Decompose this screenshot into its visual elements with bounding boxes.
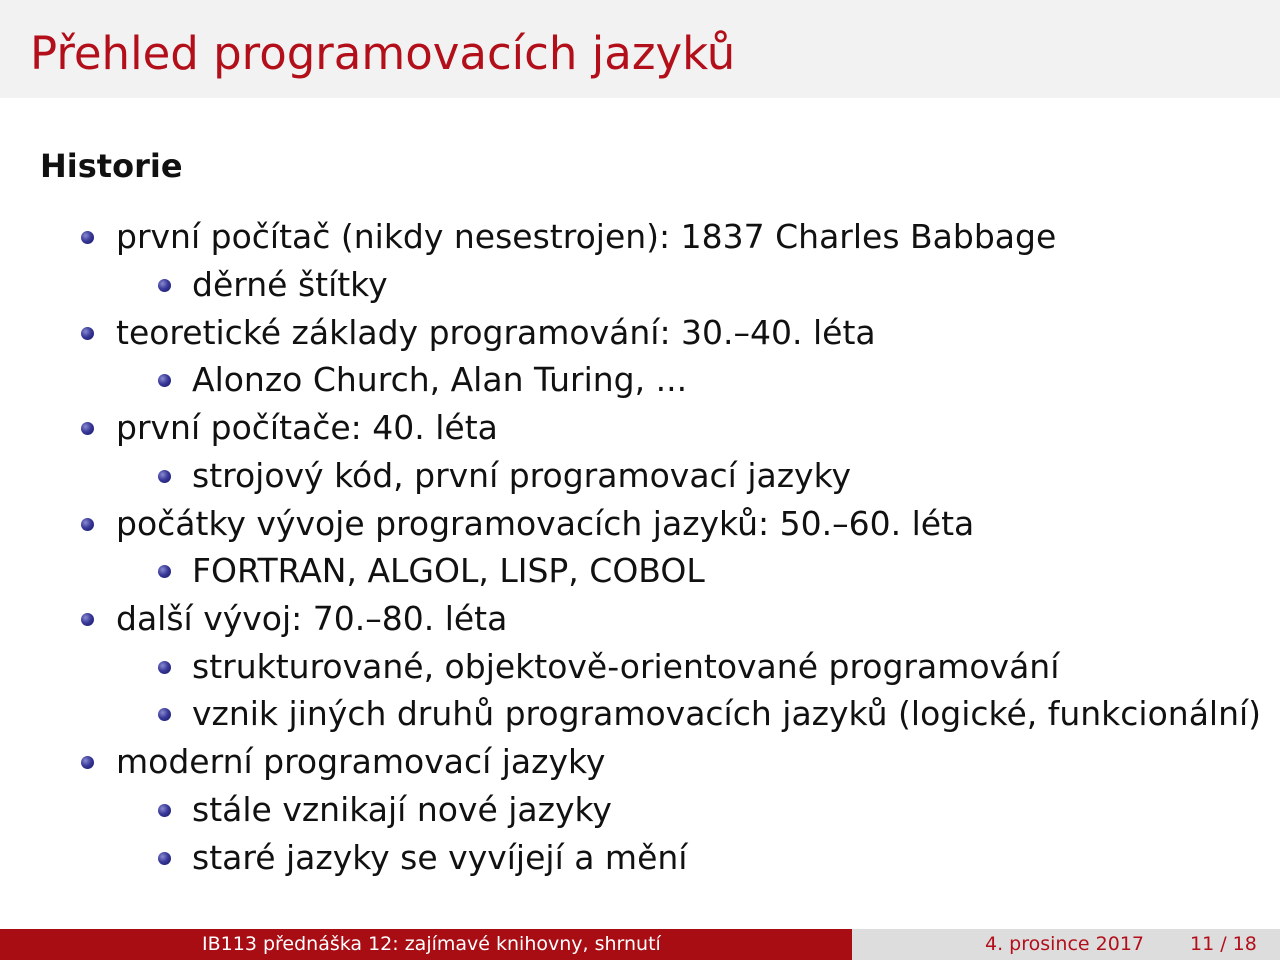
bullet-icon (158, 661, 171, 674)
bullet-icon (81, 327, 94, 340)
list-item: Alonzo Church, Alan Turing, ... (192, 360, 688, 399)
list-item: stále vznikají nové jazyky (192, 790, 612, 829)
bullet-icon (81, 518, 94, 531)
list-item: první počítače: 40. léta (116, 408, 498, 447)
bullet-icon (158, 279, 171, 292)
list-item: strojový kód, první programovací jazyky (192, 456, 852, 495)
list-item: FORTRAN, ALGOL, LISP, COBOL (192, 551, 705, 590)
slide-title: Přehled programovacích jazyků (30, 27, 736, 80)
bullet-icon (158, 708, 171, 721)
list-item: první počítač (nikdy nesestrojen): 1837 Charles Babbage (116, 217, 1057, 256)
footer-page-number: 11 / 18 (1190, 933, 1257, 955)
list-item: děrné štítky (192, 265, 388, 304)
bullet-icon (158, 374, 171, 387)
bullet-icon (158, 804, 171, 817)
list-item: strukturované, objektově-orientované programování (192, 647, 1060, 686)
footer-date: 4. prosince 2017 (985, 933, 1144, 955)
list-item: vznik jiných druhů programovacích jazyků (logické, funkcionální) (192, 694, 1262, 733)
list-item: staré jazyky se vyvíjejí a mění (192, 838, 688, 877)
bullet-icon (81, 613, 94, 626)
bullet-icon (158, 852, 171, 865)
list-item: počátky vývoje programovacích jazyků: 50.–60. léta (116, 504, 975, 543)
list-item: moderní programovací jazyky (116, 742, 606, 781)
bullet-icon (81, 231, 94, 244)
list-item: teoretické základy programování: 30.–40. léta (116, 313, 876, 352)
footer-course-lecture: IB113 přednáška 12: zajímavé knihovny, shrnutí (202, 933, 661, 955)
list-item: další vývoj: 70.–80. léta (116, 599, 508, 638)
section-heading: Historie (40, 147, 183, 185)
bullet-icon (81, 422, 94, 435)
bullet-icon (158, 470, 171, 483)
bullet-icon (158, 565, 171, 578)
bullet-icon (81, 756, 94, 769)
